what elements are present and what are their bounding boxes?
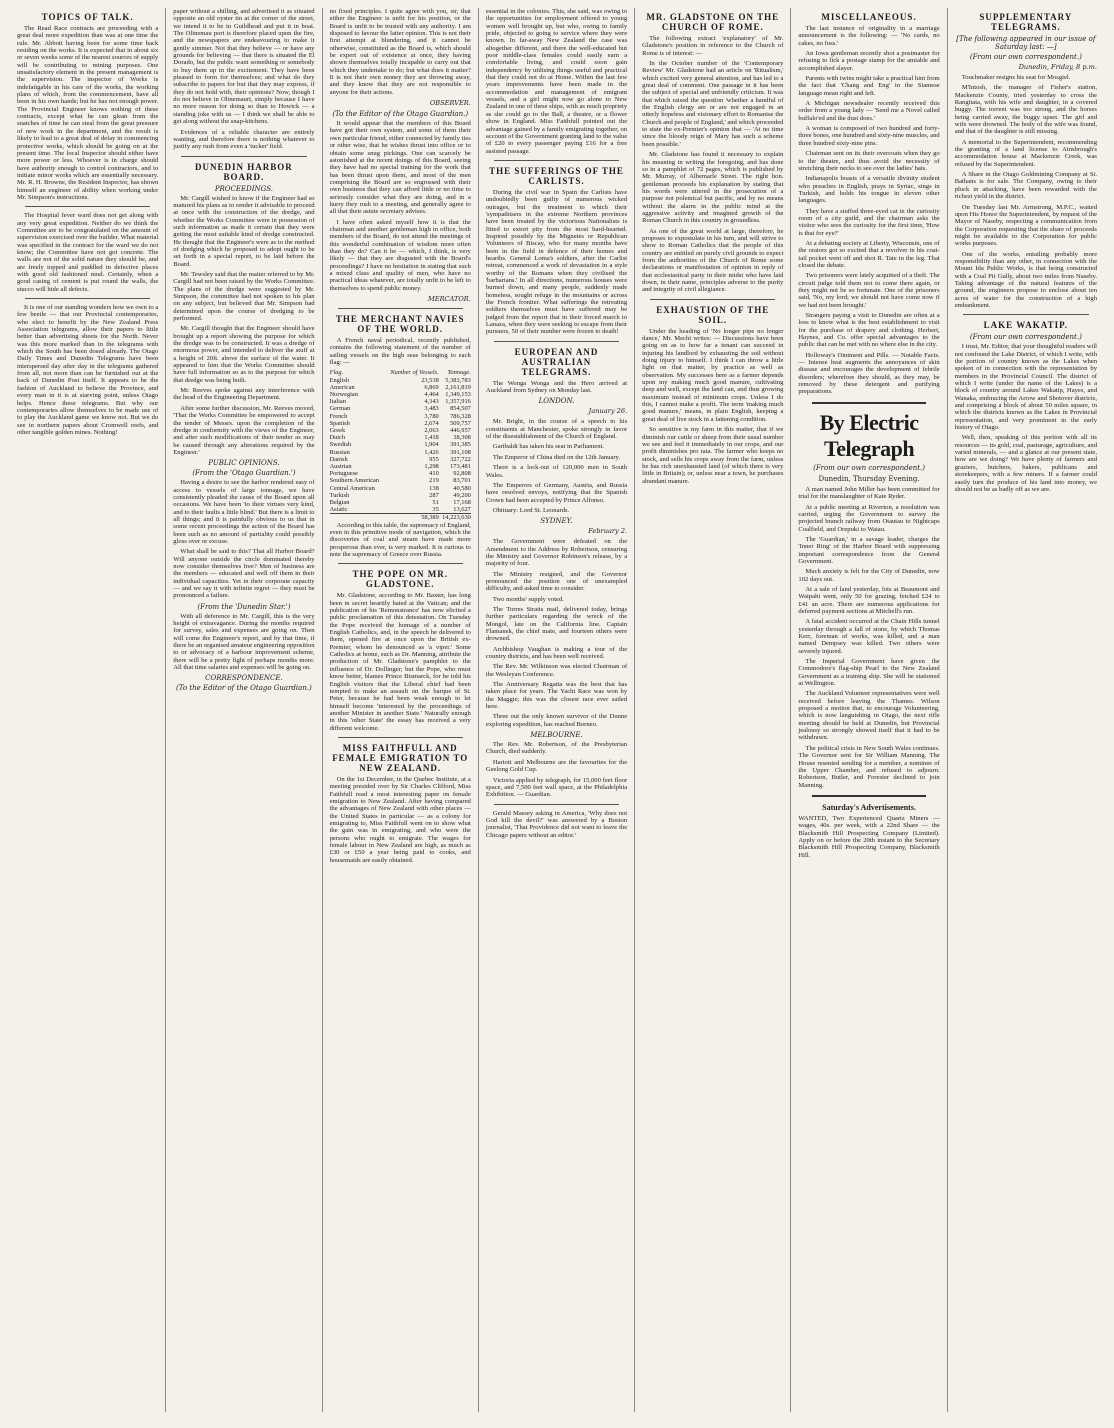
table-cell: 955 (429, 455, 439, 463)
article-paragraph: Victoria applied by telegraph, for 15,000 feet floor space, and 7,500 feet wall space, at the Philadelphia Exhibition. — Guardian. (485, 776, 628, 799)
table-row (330, 405, 471, 412)
table-cell: 58,389 (385, 514, 439, 522)
table-cell: English (329, 376, 350, 384)
article-paragraph: The Rev. Mr. Robertson, of the Presbyterian Church, died suddenly. (485, 741, 628, 756)
table-cell: 2,674 (424, 419, 439, 427)
divider (963, 314, 1089, 315)
table-row (330, 377, 471, 384)
table-row (330, 427, 471, 434)
article-paragraph: Hariott and Melbourne are the favourites for the Geelong Gold Cup. (485, 758, 628, 774)
table-cell: 410 (429, 470, 439, 478)
table-cell: 13,627 (453, 506, 471, 514)
divider (812, 402, 925, 404)
table-row (330, 413, 471, 420)
table-header-cell: Tonnage. (447, 369, 471, 377)
table-cell: Belgian (329, 499, 350, 507)
table-cell: 509,757 (450, 419, 471, 427)
table-row (330, 506, 471, 514)
table-row (330, 398, 471, 405)
table-cell: 391,385 (450, 441, 471, 449)
article-paragraph: A memorial to the Superintendent, recommending the granting of a land license to Ainsbrough's accommodation house at Mackenzie Creek, was refused by the Superintendent. (954, 138, 1097, 168)
article-paragraph: Touchmaker resigns his seat for Mosgiel. (961, 74, 1071, 81)
table-cell: Southern American (329, 477, 380, 485)
signature: MERCATOR. (428, 295, 471, 304)
article-paragraph: Evidences of a reliable character are entirely wanting, and therefore there is nothing whatever to justify any rush from even a 'tucker' field. (173, 128, 315, 151)
divider (25, 298, 150, 299)
article-paragraph: At a debating society at Liberty, Wisconsin, one of the orators got so excited that a revolver in his coat-tail pocket went off and shot R. Tate in the leg. That closed the debate. (798, 239, 940, 269)
divider (650, 299, 775, 300)
source-line: (To the Editor of the Otago Guardian.) (332, 110, 469, 119)
table-cell: 1,904 (424, 441, 439, 449)
dateline: Dunedin, Friday, 8 p.m. (1018, 63, 1097, 71)
table-cell: Russian (329, 448, 350, 456)
city-heading: SYDNEY. (540, 517, 573, 526)
article-paragraph: A French naval periodical, recently published, contains the following statement of the number of sailing vessels on the high seas belonging to each flag: — (329, 337, 471, 367)
article-paragraph: Obituary: Lord St. Leonards. (492, 506, 570, 514)
table-cell: Central American (329, 484, 375, 492)
column-6 (791, 8, 947, 1412)
table-cell: Swedish (329, 441, 352, 449)
table-cell: Norwegian (329, 391, 358, 399)
table-cell: 1,426 (424, 448, 439, 456)
divider (338, 563, 463, 564)
article-paragraph: A fatal accident occurred at the Chain Hills tunnel yesterday through a fall of stone, by which Thomas Kerr, foreman of works, was killed, and a man named Dempsey was killed. Two others were severely injured. (798, 618, 940, 655)
section-heading: SUPPLEMENTARY TELEGRAMS. (979, 12, 1073, 32)
article-paragraph: Parents with twins might take a practical hint from the fact that 'Chang and Eng' in the Siamese language mean right and left. (798, 75, 940, 97)
article-paragraph: Under the heading of 'No longer pipe no longer dance,' Mr. Mechi writes: — Discussions have been going on as to how far a tenant can succeed in injuring his landlord by exhausting the soil without doing injury to himself. I think I can throw a little light on that matter, by practice as well as observation. My successes here as a farmer depends upon my making much good manure, cultivating deep and well, except the land can, and thus growing maximum instead of minimum crops. Unless I do this, I cannot make a profit. The term 'making much good manure,' means, in plain English, keeping a great deal of live stock in a fattening condition. (642, 327, 784, 423)
article-paragraph: Well, then, speaking of this portion with all its resources — its gold, coal, pasturage, agriculture, and varied minerals, — and a glance at our present state, how are we doing? We have plenty of farmers and graziers, butchers, bakers, publicans and storekeepers, with a few miners. If a farmer could easily turn the produce of his land into money, we should not be as badly off as we are. (954, 434, 1097, 493)
signature: OBSERVER. (429, 99, 471, 108)
article-paragraph: The Imperial Government have given the Commodore's flag-ship Pearl to the New Zealand Government as a training ship. She will be stationed at Wellington. (798, 658, 940, 688)
divider (338, 308, 463, 309)
table-cell: Portuguese (329, 470, 358, 478)
article-paragraph: The following extract 'explanatory' of Mr. Gladstone's position in reference to the Church of Rome is of interest: — (642, 35, 784, 57)
source-line: (To the Editor of the Otago Guardian.) (176, 684, 312, 693)
section-subheading: PROCEEDINGS. (214, 184, 273, 193)
divider (812, 795, 925, 797)
article-paragraph: Having a desire to see the harbor rendered easy of access to vessels of large tonnage, we have consistently pleaded the cause of the Board upon all occasions. We have been 'to their virtues very kind, and to their faults a little blind.' But there is a limit to all things; and it is painfully obvious to us that in some recent proceedings the action of the Board has been such as no amount of partiality could possibly gloss over or excuse. (173, 479, 315, 545)
table-cell: 391,108 (450, 448, 471, 456)
article-paragraph: Garibaldi has taken his seat in Parliament. (492, 443, 604, 451)
article-paragraph: At a public meeting at Riverton, a resolution was carried, urging the Government to survey the projected branch railway from Otautau to Nightcaps Coalfield, and Orepuki to Waiau. (798, 503, 940, 533)
article-paragraph: The Anniversary Regatta was the best that has taken place for years. The Yacht Race was won by the Maggie; this was the closest race ever sailed here. (485, 681, 628, 711)
article-paragraph: A Share in the Otago Goldmining Company at St. Bathans is for sale. The Company, owing to their pluck in attacking, have been rewarded with the richest yield in the district. (954, 171, 1097, 201)
article-paragraph: The Wonga Wonga and the Hero arrived at Auckland from Sydney on Monday last. (485, 379, 628, 395)
section-heading: THE MERCHANT NAVIES OF THE WORLD. (335, 314, 465, 335)
table-row (330, 420, 471, 427)
source-line: (From the 'Otago Guardian.') (192, 469, 296, 478)
section-heading: LAKE WAKATIP. (983, 320, 1069, 331)
article-paragraph: On the 1st December, in the Quebec Institute, at a meeting presided over by Sir Charles Clifford, Miss Faithfull read a most interesting paper on female emigration to New Zealand. After having compared the advantages of New Zealand with other places — the United States in particular — as a colony for emigrating to, Miss Faithfull went on to show what the gain was in emigrating, and who were the persons who ought to emigrate. The wages for female labour in New Zealand are high, as much as £30 or £50 a year being paid to cooks, and housemaids are easily obtained. (329, 775, 471, 864)
column-3 (323, 8, 479, 1412)
article-paragraph: The Ministry resigned, and the Governor pronounced the position one of unexampled difficulty, and asked time to consider. (485, 570, 628, 593)
article-paragraph: Holloway's Ointment and Pills. — Notable Facts. — Intense heat augments the annoyances of skin disease and encourages the development of febrile disorders; wherefore they should, as they may, be removed by these detergent and purifying preparations. (798, 351, 940, 396)
table-row (330, 391, 471, 398)
newspaper-page (10, 8, 1104, 1412)
article-paragraph: Strangers paying a visit to Dunedin are often at a loss to know what is the best establishment to visit for the purchase of drapery and clothing. Herbert, Haynes, and Co. offer special advantages to the public that can be met with no where else in the city. (798, 312, 940, 349)
table-cell: 173,481 (450, 463, 471, 471)
article-paragraph: The Emperor of China died on the 12th January. (492, 453, 621, 461)
article-paragraph: Three out the only known survivor of the Dunne exploring expedition, has reached Borneo. (485, 713, 628, 728)
table-cell: 2,063 (424, 427, 439, 435)
table-cell: Greek (329, 427, 346, 435)
article-paragraph: Indianapolis boasts of a versatile divinity student who preaches in English, prays in Syriac, sings in Turkish, and holds his tongue in eleven other languages. (798, 175, 940, 205)
table-cell: 51 (432, 499, 439, 507)
table-cell: Turkish (329, 491, 350, 499)
column-5 (635, 8, 791, 1412)
table-row (330, 456, 471, 463)
dateline: January 26. (588, 407, 628, 416)
table-cell: 4,464 (424, 391, 439, 399)
article-paragraph: Two months' supply voted. (492, 595, 564, 603)
article-paragraph: Mr. Tewsley said that the matter referred to by Mr. Cargill had not been raised by the Works Committee. The plans of the dredge were suggested by Mr. Simpson, the committee had not spoken to his plan on any subject, but believed that Mr. Simpson had determined upon the course of dredging to be performed. (173, 270, 315, 323)
table-row (330, 499, 471, 506)
article-paragraph: So sensitive is my farm in this matter, that if we diminish our cattle or sheep from their usual number we see and feel it immediately in our crops, and our profit diminishes pro rata. The farmer who keeps no stock, and sells his crops away from the farm, unless he has rich unexhausted land (of which there is very little in Britain); or, unless near a town, he purchases abundant manure. (642, 426, 784, 485)
source-line: [The following appeared in our issue of Saturday last: —] (956, 35, 1096, 51)
article-paragraph: A man named John Miller has been committed for trial for the manslaughter of Kate Ryder. (798, 485, 940, 501)
article-paragraph: After some further discussion, Mr. Reeves moved, 'That the Works Committee be empowered to accept the tender of Messrs. upon the completion of the dredge in conformity with the views of the Engineer, and after such modifications of their tender as may be caused through any alterations required by the Engineer.' (173, 404, 315, 456)
divider (494, 804, 619, 805)
column-7 (948, 8, 1104, 1412)
divider (338, 737, 463, 738)
table-cell: Danish (329, 455, 348, 463)
table-cell: Spanish (329, 419, 350, 427)
table-cell: 287 (429, 491, 439, 499)
table-row (330, 434, 471, 441)
article-paragraph: Mr. Gladstone has found it necessary to explain his meaning in writing the foregoing, and has done so in a pamphlet of 72 pages, which is published by Mr. Murray, of Albemarle Street. The right hon. gentleman proceeds his explanation by stating that his words were uttered in the prosecution of a purpose not polemical but pacific, and by no means without the alarm in the public mind at the aggressive activity and imagined growth of the Roman Church in this country in groundless. (642, 151, 784, 225)
article-paragraph: I have often asked myself how it is that the chairman and another gentleman high in office, both members of the Board, do not attend the meetings of this wonderful combination of wisdom more often than they do? Can it be — which, I think, is very likely — that they are disgusted with the Board's proceedings? I have no hesitation in stating that such a mixed class and quality of men, who have no practical ideas whatever, are totally unfit to be left to themselves to spend public money. (329, 218, 471, 292)
table-cell: 49,200 (453, 491, 471, 499)
section-heading: MR. GLADSTONE ON THE CHURCH OF ROME. (646, 12, 780, 32)
article-paragraph: A woman is composed of two hundred and forty-three bones, one hundred and sixty-nine muscles, and three hundred sixty-nine pins. (798, 125, 940, 147)
table-cell: 2,161,819 (445, 383, 471, 391)
article-paragraph: Gerald Massey asking in America, 'Why does not God kill the devil?' was answered by a Boston journalist, 'That Providence did not want to leave the Chicago papers without an editor.' (485, 809, 628, 839)
section-heading: TOPICS OF TALK. (41, 12, 134, 22)
table-cell: 1,349,153 (445, 391, 471, 399)
table-row (330, 384, 471, 391)
article-paragraph: The last instance of originality in a marriage announcement is the following: — 'No cards, no cakes, no fuss.' (798, 25, 940, 47)
section-heading: THE SUFFERINGS OF THE CARLISTS. (489, 165, 624, 186)
dateline: February 2. (588, 527, 628, 536)
city-heading: LONDON. (538, 397, 575, 406)
dateline: Dunedin, Thursday Evening. (818, 474, 920, 483)
article-paragraph: Much anxiety is felt for the City of Dunedin, now 102 days out. (798, 568, 940, 583)
section-heading: EXHAUSTION OF THE SOIL. (656, 304, 770, 325)
table-cell: 83,701 (453, 477, 471, 485)
table-row (330, 441, 471, 448)
article-paragraph: M'Intosh, the manager of Fisher's station, Mackenzie County, tried yesterday to cross the Rangitata, with his wife and daughter, in a covered buggy. The torrent was too strong, and the horses being carried away, the buggy upset. The girl and wife were drowned. The body of the wife was found, and that of the daughter is still missing. (954, 84, 1097, 136)
section-subheading: PUBLIC OPINIONS. (208, 459, 280, 468)
table-cell: 854,507 (450, 405, 471, 413)
table-cell: 327,722 (450, 455, 471, 463)
table-cell: French (329, 412, 348, 420)
article-paragraph: The 'Guardian,' in a savage leader, charges the 'Inner Ring' of the Harbor Board with suppressing important correspondence from the General Government. (798, 535, 940, 565)
column-1 (10, 8, 166, 1412)
merchant-navies-table (330, 369, 471, 521)
article-paragraph: With all deference to Mr. Cargill, this is the very height of extravagance. During the months required for survey, sales and expenses are going on. Then will come the Engineer's report, and by that time, if there be an organised amateur engineering opposition to or advocacy of a harbour improvement scheme, there will be a pretty fight of perhaps months more. All that time salaries and expenses will be going on. (173, 612, 315, 672)
table-cell: 6,869 (424, 383, 439, 391)
article-paragraph: There is a lock-out of 120,000 men in South Wales. (485, 464, 628, 479)
table-cell: 446,957 (450, 427, 471, 435)
table-cell: 35 (432, 506, 439, 514)
table-cell: 92,808 (453, 470, 471, 478)
table-cell: 138 (429, 484, 439, 492)
divider (25, 206, 150, 207)
table-header-row (330, 369, 471, 376)
article-paragraph: Archbishop Vaughan is making a tour of the country districts, and has been well received. (485, 645, 628, 661)
article-paragraph: Mr. Reeves spoke against any interference with the head of the Engineering Department. (173, 387, 315, 402)
section-heading: THE POPE ON MR. GLADSTONE. (352, 569, 448, 590)
article-paragraph: Mr. Cargill wished to know if the Engineer had so matured his plans as to render it advisable to proceed at once with the construction of the dredge, and whether the Works Committee were in possession of such information as made it certain that they were getting the most suitable kind of dredge constructed. He thought that the Engineer's were as to the method of dredging which he proposed to adopt ought to be set forth in a special report, to be laid before the Board. (173, 194, 315, 268)
article-paragraph: Mr. Bright, in the course of a speech to his constituents at Manchester, spoke strongly in favor of the disestablishment of the Church of England. (485, 418, 628, 441)
divider (494, 160, 619, 161)
article-paragraph: According to this table, the supremacy of England, even in this primitive mode of navigation, which the discoveries of coal and steam have made more prosperous than ever, is very marked. It is curious to note the supremacy of Greece over Russia. (329, 521, 471, 559)
article-paragraph: They have a stuffed three-eyed cat in the curiosity room of a city guild, and the chairman asks the visitor who sees the curiosity for the first time, 'How is that for eye?' (798, 207, 940, 237)
article-paragraph: The political crisis in New South Wales continues. The Governor sent for Sir William Manning. The House resented sending for a member, a nominee of the Upper Chamber, and refused to adjourn. Robertson, Butler, and Forester declined to join Manning. (798, 744, 940, 789)
column-2 (166, 8, 322, 1412)
table-cell: Italian (329, 398, 346, 406)
divider (181, 156, 306, 157)
article-paragraph: no fixed principles. I quite agree with you, sir, that either the Engineer is unfit for his position, or the Board is unfit to be trusted with any authority. I am disposed to favour the latter opinion. This is not their first attempt at blundering, and it cannot be otherwise, constituted as the Board is, which should be expert out of existence at once, they having shown themselves totally incapable to carry out that which they undertake to do; but what does it matter? It is not their own money they are throwing away, and they know that they are not responsible to anyone for their actions. (329, 8, 471, 96)
article-paragraph: As one of the great world at large, therefore, he proposes to expostulate in his turn, and will strive to show to Roman Catholics that the people of this country are entitled on purely civil grounds to expect from the authorities of the Church of Rome some declarations or manifestation of opinion in reply of that ecclesiastical party in their midst who have laid down, in their name, principles adverse to the purity and integrity of civil allegiance. (642, 227, 784, 294)
article-paragraph: The Auckland Volunteer representatives were well received before leaving the Thames. Wilson proposed a motion that, to encourage Volunteering, which is now languishing in Otago, the next rifle meeting should be held at Dunedin, but Provincial jealousy so strongly showed itself that it had to be withdrawn. (798, 690, 940, 742)
table-cell: Asiatic (329, 506, 348, 514)
article-paragraph: What shall be said to this? That all Harbor Board? Will anyone outside the circle dominated thereby now consider themselves free? Men of business are the members — educated and well off them in their individual capacities. Yet in their corporate capacity — and we say it with infinite regret — they must be pronounced a failure. (173, 548, 315, 600)
article-paragraph: Mr. Cargill thought that the Engineer should have brought up a report showing the purpose for which the dredge was to be constructed. It was a dredge of enormous power, and intended to deliver the stuff at a height of 20ft. above the surface of the water. It appeared to him that the Works Committee should have full information so as to the purpose for which that dredge was being built. (173, 325, 315, 384)
table-cell: 1,298 (424, 463, 439, 471)
article-paragraph: The Read Race contracts are proceeding with a great deal more expedition than was at one time the rule. Mr. Abbott having been for some time back residing on the works. It is expected that in about six or seven weeks some of the nearest sources of supply will be contributing to mining purposes. One unsatisfactory element in the present management is the supervision. The inspector of Works is indefatigable in his care of the works, the working plans of which, from the commencement, have all been in his own hands; but he has not enough power. The Provincial Engineer knows nothing of these contracts, except what he can glean from the snatches of time he can steal from the great pressure of new work in the department, and the result is likely to lead to a great deal of delay in commencing protective works, which should be going on at the present time. The local Inspector should either have more power or less. Whoever is in charge should have authority enough to control contractors, and to initiate minor works which are essentially necessary. Mr. R. H. Browne, the Resident Inspector, has shown himself an engineer of ability when working under Mr. Simpson's instructions. (17, 25, 159, 201)
source-line: (From our own correspondent.) (969, 333, 1082, 342)
section-heading: MISS FAITHFULL AND FEMALE EMIGRATION TO NEW ZEALAND. (332, 742, 469, 773)
telegraph-banner: By Electric Telegraph (819, 409, 919, 461)
article-paragraph: It would appear that the members of this Board have got their own system, and some of them their own particular friend, either connected by family ties or other wise, that he wishes thrust into office or to obtain some snug pickings. One can scarcely be astonished at the recent doings of this Board, seeing they have had no special training for the work that has been thrust upon them, and most of the men comprising the Board are so engrossed with their own business that they can afford little or no time to seriously consider what they are doing, and in a hurry they rush to a meeting, and generally agree to all that their astute secretary advises. (329, 120, 471, 216)
table-cell: 14,223,630 (439, 514, 471, 522)
table-row (330, 477, 471, 484)
article-paragraph: I trust, Mr. Editor, that your thoughtful readers will not confound the Lake District, of which I write, with the portion of country known as the Lakes when spoken of in connection with the representation by members in the Provincial Council. The district of which I write (under the name of the Lakes) is a block of country around Lakes Wakatip, Hayes, and Wanaka, embracing the Arrow and Shotover districts, and comprising a block of about 50 miles square, in which the districts known as the Lakes in Provincial representation, and very prominent in the early history of Otago. (954, 343, 1097, 432)
source-line: (From the 'Dunedin Star.') (197, 602, 291, 611)
table-header-cell: Number of Vessels. (390, 369, 439, 377)
table-cell: 1,357,916 (445, 398, 471, 406)
table-cell: 3,780 (424, 412, 439, 420)
table-cell: 23,538 (421, 376, 439, 384)
article-paragraph: During the civil war in Spain the Carlists have undoubtedly been guilty of numerous wicked outrages, but the treatment to which their 'sympathisers in the extreme Northern provinces have been treated by the victorious Nationalists is fitted to extort pity from the most hard-hearted. Inspired possibly by the Mignetes or Republican Volunteers of Biscay, who for many months have been in the field in defence of their homes and hearths. General Loma's soldiers, after the Carlist retreat, commenced a work of devastation in a style worthy of the Romans when they civilised the 'barbarians.' In all directions, numerous houses were burned down, and many people, suddenly made homeless, sought refuge in the mountains or across the French frontier. What sufferings the retreating soldiers themselves must have suffered may be judged from the report that in their forced march to Lanaza, when they were seeking to escape from their pursuers, 50 of their number were frozen to death! (485, 188, 628, 336)
table-cell: 38,308 (453, 434, 471, 442)
table-cell: American (329, 383, 355, 391)
table-cell: 786,328 (450, 412, 471, 420)
advertisement: WANTED, Two Experienced Quartz Miners — wages, 40s. per week, with a 22nd Share — the Blacksmith Hill Prospecting Company (Limited). Apply on or before the 20th instant to the Secretary Blacksmith Hill Prospecting Company, Blacksmith Hill. (798, 814, 940, 859)
table-cell: 40,580 (453, 484, 471, 492)
article-paragraph: Chairman sent on its their overcoats when they go to the theatre, and thus avoid the necessity of stretching their necks to see over the ladies' hats. (798, 150, 940, 172)
table-cell: 5,383,783 (445, 376, 471, 384)
article-paragraph: The Emperors of Germany, Austria, and Russia have resolved envoys, notifying that the Spanish Crown had been accepted by Prince Alfonso. (485, 481, 628, 504)
divider (494, 341, 619, 342)
article-paragraph: In the October number of the 'Contemporary Review' Mr. Gladstone had an article on 'Ritualism,' which excited very general attention, and has led to a great deal of comment. One passage in it has been the subject of special and unfriendly criticism. It was that which raised the question 'whether a handful of the English clergy are or are not engaged in an utterly hopeless and visionary effort to Romanise the Church and people of England,' and which proceeded to state the ex-Premier's opinion that — 'At no time since the bloody reign of Mary has such a scheme been possible.' (642, 60, 784, 148)
table-cell: 219 (429, 477, 439, 485)
article-paragraph: Mr. Gladstone, according to Mr. Baxter, has long been in secret heartily hated at the Vatican; and the publication of his 'Remonstrance' has now elicited a public proclamation of this detestation. On Tuesday the Pope received the homage of a number of English Catholics, and, in the speech he delivered to them, opened fire at once upon the British ex-Premier, whom he denounced as 'a viper.' Some Catholics at home, such as Dr. Manning, attribute the production of Mr. Gladstone's pamphlet to the influence of Dr. Dollinger; but the Pope, who must know better, blames Prince Bismarck, for he told his English visitors that the Liberal chief had been tempted to make an assault on the barque of St. Peter, because he had been weak enough to let himself become 'interested by the proceedings of another Minister in another State.' Naturally enough in this 'other State' the essay has received a very different welcome. (329, 592, 471, 732)
article-paragraph: Two prisoners were lately acquitted of a theft. The circuit judge told them not to come there again, or they might not be so fortunate. One of the prisoners said, 'No, my lord; we should not have come now if we had not been brought.' (798, 272, 940, 309)
article-paragraph: The Rev. Mr. Wilkinson was elected Chairman of the Wesleyan Conference. (485, 663, 628, 678)
advertisements-heading: Saturday's Advertisements. (822, 802, 916, 812)
article-paragraph: One of the works, entailing probably more responsibility than any other, in connection with the Mount Ida Public Works, is that being constructed with a Coal Pit Gully, about two miles from Naseby. Taking advantage of the natural features of the ground, the engineers propose to enclose about ten acres of water for the construction of a high embankment. (954, 250, 1097, 309)
table-body (330, 377, 471, 522)
article-paragraph: An Iowa gentleman recently shot a postmaster for refusing to lick a postage stamp for the amiable and accomplished slayer. (798, 50, 940, 72)
table-cell: 3,483 (424, 405, 439, 413)
table-header-cell: Flag. (329, 369, 344, 377)
table-total-row (330, 514, 471, 522)
section-subheading: CORRESPONDENCE. (205, 674, 283, 683)
table-cell: 1,418 (424, 434, 439, 442)
article-paragraph: paper without a shilling, and advertised it as situated opposite an old oyster tin at the corner of the street, we intend it to be in Guildhead and put it in boat. The Olinemau port is therefore placed upon the fire, and the newspapers are endeavouring to make it gently simmer. Not that they believe — or have any grounds for believing — that there is situated the El Dorado, but the public want something or somebody to buy them up in the excitement. They have been pleased to form for themselves; and what do they subscribe to papers for but that they may express, if they do not hold with, their opinions? Now, though I do not believe in Olinemauri, simply because I have no more reason for doing so than to Howick — a standing joke with us — I think we shall be able to get along without the snap-kitchens. (173, 8, 315, 126)
article-paragraph: On Tuesday last Mr. Armstrong, M.P.C., waited upon His Honor the Superintendent, by request of the Mayor of Naseby, respecting a communication from the Corporation requesting that the share of proceeds might be available to the Corporation for public works purposes. (954, 203, 1097, 248)
article-paragraph: The Government were defeated on the Amendment to the Address by Robertson, censuring the Ministry and Governor Robinson's release, by a majority of four. (485, 538, 628, 568)
source-line: (From our own correspondent.) (813, 463, 926, 472)
table-cell (330, 514, 385, 522)
city-heading: MELBOURNE. (530, 731, 583, 740)
table-row (330, 449, 471, 456)
table-row (330, 463, 471, 470)
section-heading: EUROPEAN AND AUSTRALIAN TELEGRAMS. (514, 346, 599, 377)
table-cell: 4,343 (424, 398, 439, 406)
table-cell: Dutch (329, 434, 346, 442)
table-row (330, 492, 471, 499)
article-paragraph: A Michigan newsdealer recently received this order from a young lady — 'Send me a Novel called buffalo'ed and the dust does.' (798, 100, 940, 122)
article-paragraph: The Torres Straits mail, delivered today, brings further particulars regarding the wreck of the Mongol, late on the California line. Captain Flamanek, the chief mate, and fourteen others were drowned. (485, 605, 628, 643)
article-paragraph: At a sale of land yesterday, lots at Beaumont and Waipahi went, only 50 for grazing, fetched £24 to £41 an acre. There are numerous applications for deferred payment sections at Mitchell's run. (798, 585, 940, 615)
article-paragraph: It is one of our standing wonders how we own to a few beetle — that our Provincial contemporaries, who elect to benefit by the New Zealand Press Association telegrams, allow their papers to little better than advertising sheets for the North. Never was this more marked than in the telegrams with which the South has been dosed already. The Otago Daily Times and Dunedin Telegrams have been interspersed day after day in the telegrams gathered from all, not more than can be furnished out at the back of Dunedin Post itself. It appears to be the fashion of Auckland to believe the Province, and every man in it is at starving point, unless Otago helps. Hence these telegrams. But why our contemporaries allow themselves to be made use of to play the Auckland game we know not. But we do see in northern papers about Cromwell reefs, and other tangible golden mines. Nothing! (17, 304, 159, 436)
source-line: (From our own correspondent.) (969, 53, 1082, 61)
table-cell: 17,168 (453, 499, 471, 507)
article-paragraph: essential in the colonies. This, she said, was owing to the opportunities for employment offered to young women well brought up, but who, owing to family pride, objected to going to service where they were known. In far-away New Zealand the case was altogether different, and there the well-educated but poor middle-class females could easily earn a comfortable living, and could soon gain independency by utilising things useful and practical that they could not do at Home. Within the last few years improvements have been made in the accommodation and management of emigrant vessels, and a girl might now go alone to New Zealand in one of these ships, with as much propriety as she could go to the Ball, a theatre, or a flower show in England. Miss Faithfull pointed out the advantage gained by a family emigrating together, on account of the Government granting land to the value of £20 to every passenger paying £16 for a free assisted passage. (485, 8, 628, 155)
section-heading: DUNEDIN HARBOR BOARD. (195, 161, 293, 182)
table-cell: Austrian (329, 463, 352, 471)
table-cell: German (329, 405, 351, 413)
column-4 (479, 8, 635, 1412)
table-row (330, 485, 471, 492)
section-heading: MISCELLANEOUS. (821, 12, 917, 22)
article-paragraph: The Hospital fever ward does not get along with any very great expedition. Neither do we think the Committee are to be congratulated on the amount of supervision exercised over the builder. What material was specified in the contract for the ward we do not know; the Committee have not got concrete. The walls are not of the solid nature they should be, and are freely topped and puddled in defective places with good old fashioned mud. Certainly, when a good casing of cement is put round the walls, the stucco will hide all defects. (17, 212, 159, 293)
table-row (330, 470, 471, 477)
